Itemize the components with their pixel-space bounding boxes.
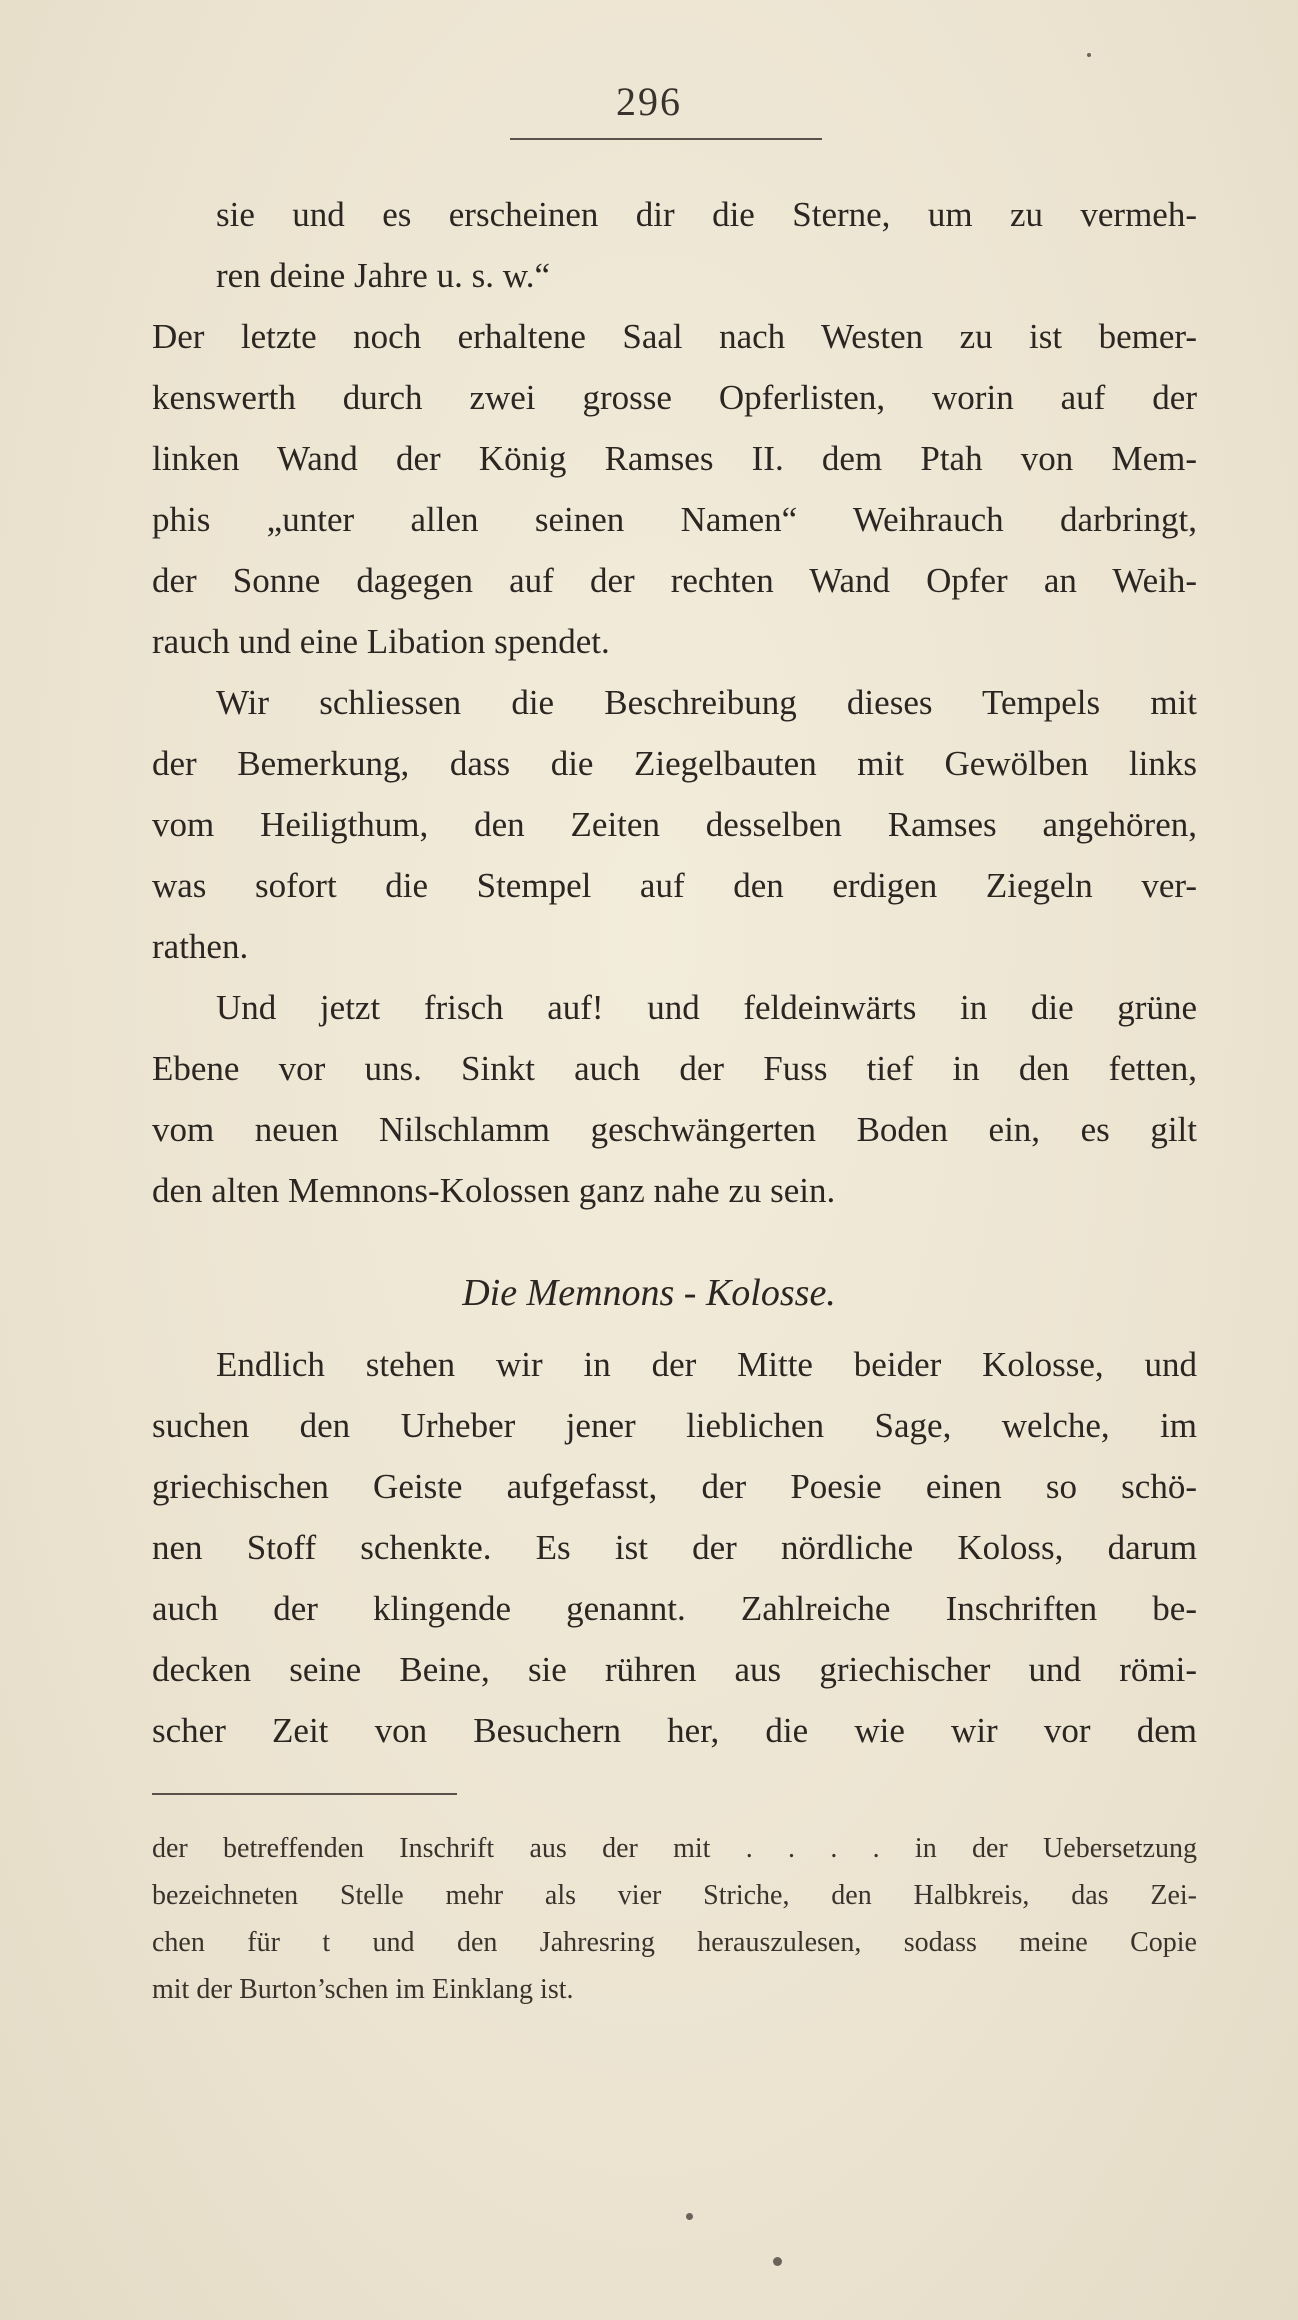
text-line: Ebene vor uns. Sinkt auch der Fuss tief in den fetten, xyxy=(152,1049,1197,1088)
text-line: der Bemerkung, dass die Ziegelbauten mit Gewölben links xyxy=(152,744,1197,783)
footnote-line: mit der Burton’schen im Einklang ist. xyxy=(152,1974,574,2005)
text-line: den alten Memnons-Kolossen ganz nahe zu sein. xyxy=(152,1171,836,1210)
paper-speck xyxy=(773,2257,782,2266)
text-line: rauch und eine Libation spendet. xyxy=(152,622,610,661)
text-line: Und jetzt frisch auf! und feldeinwärts in die grüne xyxy=(216,988,1197,1027)
paper-speck xyxy=(686,2213,693,2220)
footnote-rule xyxy=(152,1793,457,1795)
page-number: 296 xyxy=(616,79,682,124)
text-line: der Sonne dagegen auf der rechten Wand Opfer an Weih- xyxy=(152,561,1197,600)
text-line: kenswerth durch zwei grosse Opferlisten, worin auf der xyxy=(152,378,1197,417)
text-line: Endlich stehen wir in der Mitte beider Kolosse, und xyxy=(216,1345,1197,1384)
text-line: nen Stoff schenkte. Es ist der nördliche Koloss, darum xyxy=(152,1528,1197,1567)
text-line: vom Heiligthum, den Zeiten desselben Ramses angehören, xyxy=(152,805,1197,844)
text-line: linken Wand der König Ramses II. dem Ptah von Mem- xyxy=(152,439,1197,478)
text-line: ren deine Jahre u. s. w.“ xyxy=(216,256,550,295)
text-line: vom neuen Nilschlamm geschwängerten Boden ein, es gilt xyxy=(152,1110,1197,1149)
footnote-line: bezeichneten Stelle mehr als vier Striche, den Halbkreis, das Zei- xyxy=(152,1880,1197,1911)
text-line: suchen den Urheber jener lieblichen Sage, welche, im xyxy=(152,1406,1197,1445)
footnote-line: der betreffenden Inschrift aus der mit . . . . in der Uebersetzung xyxy=(152,1833,1197,1864)
text-line: sie und es erscheinen dir die Sterne, um zu vermeh- xyxy=(216,195,1197,234)
text-line: auch der klingende genannt. Zahlreiche Inschriften be- xyxy=(152,1589,1197,1628)
section-heading: Die Memnons - Kolosse. xyxy=(462,1272,836,1314)
text-line: scher Zeit von Besuchern her, die wie wir vor dem xyxy=(152,1711,1197,1750)
header-rule xyxy=(510,138,822,140)
text-line: griechischen Geiste aufgefasst, der Poesie einen so schö- xyxy=(152,1467,1197,1506)
text-line: Der letzte noch erhaltene Saal nach Westen zu ist bemer- xyxy=(152,317,1197,356)
text-line: was sofort die Stempel auf den erdigen Ziegeln ver- xyxy=(152,866,1197,905)
paper-speck xyxy=(1087,53,1091,57)
text-line: decken seine Beine, sie rühren aus griechischer und römi- xyxy=(152,1650,1197,1689)
text-line: rathen. xyxy=(152,927,249,966)
text-line: Wir schliessen die Beschreibung dieses Tempels mit xyxy=(216,683,1197,722)
text-line: phis „unter allen seinen Namen“ Weihrauch darbringt, xyxy=(152,500,1197,539)
footnote-line: chen für t und den Jahresring herauszulesen, sodass meine Copie xyxy=(152,1927,1197,1958)
